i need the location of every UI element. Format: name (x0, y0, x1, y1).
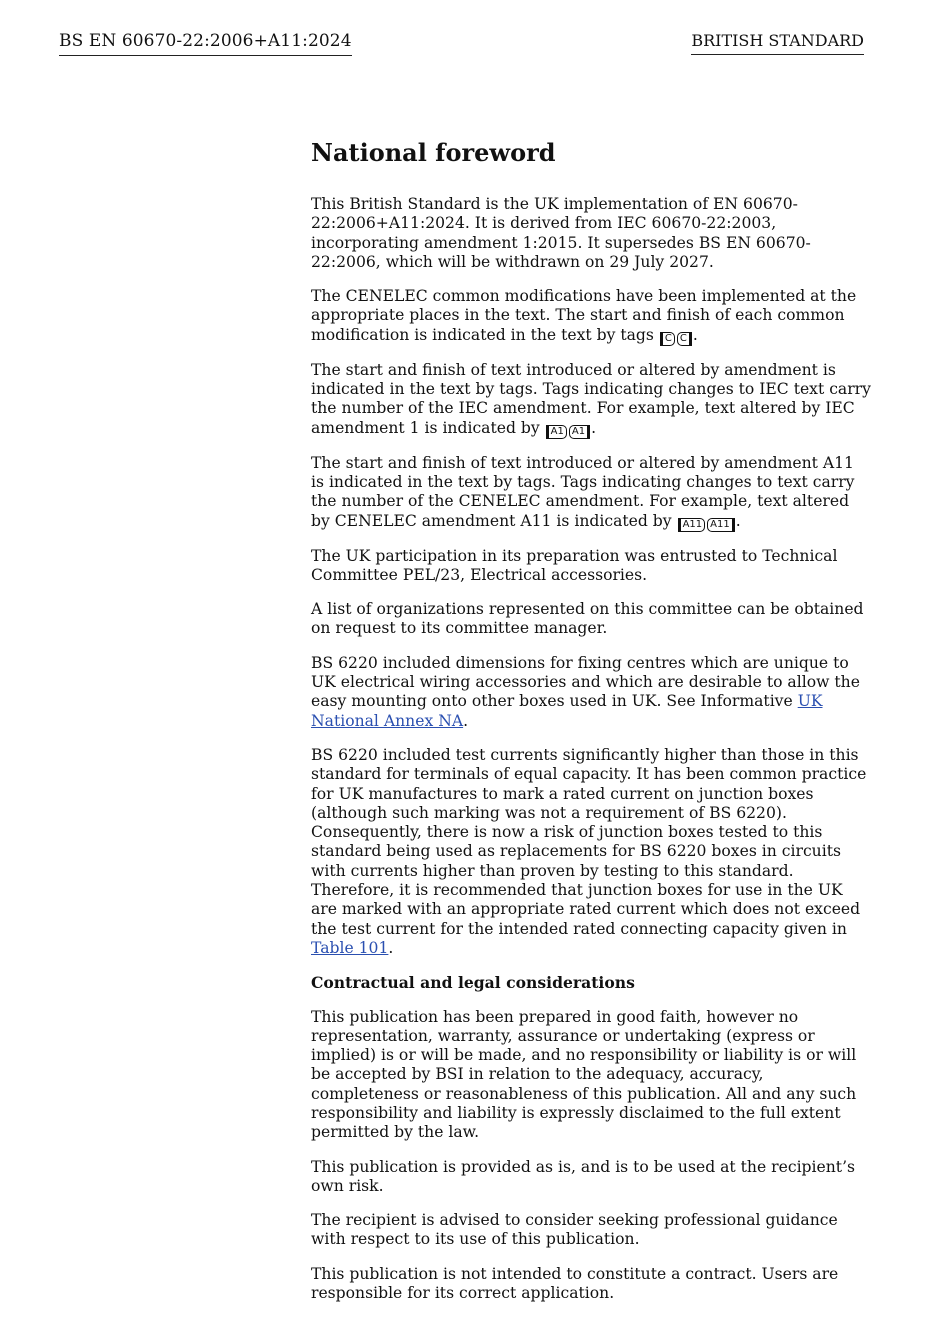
foreword-content (311, 138, 871, 1318)
paragraph-text: BS 6220 included test currents significantly higher than those in this standard for terminals of equal capacity. It has been common practice for UK manufactures to mark a rated current on junction boxes (although such marking was not a requirement of BS 6220). Consequently, there is now a risk of junction boxes tested to this standard being used as replacements for BS 6220 boxes in circuits with currents higher than proven by testing to this standard. Therefore, it is recommended that junction boxes for use in the UK are marked with an appropriate rated current which does not exceed the test current for the intended rated connecting capacity given in (311, 745, 867, 938)
standard-type-header: BRITISH STANDARD (691, 31, 864, 55)
page-title: National foreword (311, 138, 556, 167)
paragraph-own-risk: This publication is provided as is, and is to be used at the recipient’s own risk. (311, 1157, 856, 1195)
paragraph-cenelec-amendment-tags: The start and finish of text introduced or altered by amendment A11 is indicated in the text by tags. Tags indicating changes to text carry the number of the CENELEC amendment. For example, text altered by CENELEC amendment A11 is indicated by A11 A11 . (311, 453, 855, 530)
table-101-link[interactable]: Table 101 (311, 938, 389, 957)
iec-amendment-open-tag: A1 (546, 425, 567, 439)
common-mod-open-tag: C (660, 332, 675, 346)
paragraph-text: The start and finish of text introduced or altered by amendment A11 is indicated in the text by tags. Tags indicating changes to text carry the number of the CENELEC amendment. For example, text altered by CENELEC amendment A11 is indicated by (311, 453, 855, 530)
paragraph-iec-amendment-tags: The start and finish of text introduced or altered by amendment is indicated in the text by tags. Tags indicating changes to IEC text carry the number of the IEC amendment. For example, text altered by IEC amendment 1 is indicated by A1 A1 . (311, 360, 871, 437)
paragraph-committee-list: A list of organizations represented on this committee can be obtained on request to its committee manager. (311, 600, 864, 638)
paragraph-not-a-contract: This publication is not intended to constitute a contract. Users are responsible for its correct application. (311, 1264, 839, 1303)
iec-amendment-close-tag: A1 (569, 425, 590, 439)
uk-national-annex-link[interactable]: UK National Annex NA (311, 692, 823, 730)
cenelec-amendment-open-tag: A11 (678, 518, 706, 532)
paragraph-professional-guidance: The recipient is advised to consider seeking professional guidance with respect to its use of this publication. (311, 1211, 838, 1249)
paragraph-text: BS 6220 included dimensions for fixing centres which are unique to UK electrical wiring accessories and which are desirable to allow the easy mounting onto other boxes used in UK. See Informative (311, 653, 860, 711)
paragraph-text: The start and finish of text introduced or altered by amendment is indicated in the text by tags. Tags indicating changes to IEC text carry the number of the IEC amendment. For example, text altered by IEC amendment 1 is indicated by (311, 360, 871, 437)
cenelec-amendment-close-tag: A11 (707, 518, 735, 532)
paragraph-good-faith: This publication has been prepared in good faith, however no representation, warranty, assurance or undertaking (express or implied) is or will be made, and no responsibility or liability is or will be accepted by BSI in relation to the adequacy, accuracy, completeness or reasonableness of this publication. All and any such responsibility and liability is expressly disclaimed to the full extent permitted by the law. (311, 1007, 857, 1142)
paragraph-test-currents: BS 6220 included test currents significantly higher than those in this standard for terminals of equal capacity. It has been common practice for UK manufactures to mark a rated current on junction boxes (although such marking was not a requirement of BS 6220). Consequently, there is now a risk of junction boxes tested to this standard being used as replacements for BS 6220 boxes in circuits with currents higher than proven by testing to this standard. Therefore, it is recommended that junction boxes for use in the UK are marked with an appropriate rated current which does not exceed the test current for the intended rated connecting capacity given in Table 101. (311, 745, 867, 957)
paragraph-text: The CENELEC common modifications have been implemented at the appropriate places in the text. The start and finish of each common modification is indicated in the text by tags (311, 287, 857, 344)
paragraph-uk-participation: The UK participation in its preparation was entrusted to Technical Committee PEL/23, Electrical accessories. (311, 546, 838, 584)
paragraph-fixing-centres: BS 6220 included dimensions for fixing centres which are unique to UK electrical wiring accessories and which are desirable to allow the easy mounting onto other boxes used in UK. See Informative UK National Annex NA. (311, 653, 860, 730)
document-id-header: BS EN 60670-22:2006+A11:2024 (59, 31, 352, 56)
common-mod-close-tag: C (677, 332, 692, 346)
paragraph-common-modifications: The CENELEC common modifications have been implemented at the appropriate places in the text. The start and finish of each common modification is indicated in the text by tags C C . (311, 287, 857, 344)
section-subheading: Contractual and legal considerations (311, 973, 635, 993)
paragraph-implementation: This British Standard is the UK implementation of EN 60670-22:2006+A11:2024. It is derived from IEC 60670-22:2003, incorporating amendment 1:2015. It supersedes BS EN 60670-22:2006, which will be withdrawn on 29 July 2027. (311, 195, 811, 271)
